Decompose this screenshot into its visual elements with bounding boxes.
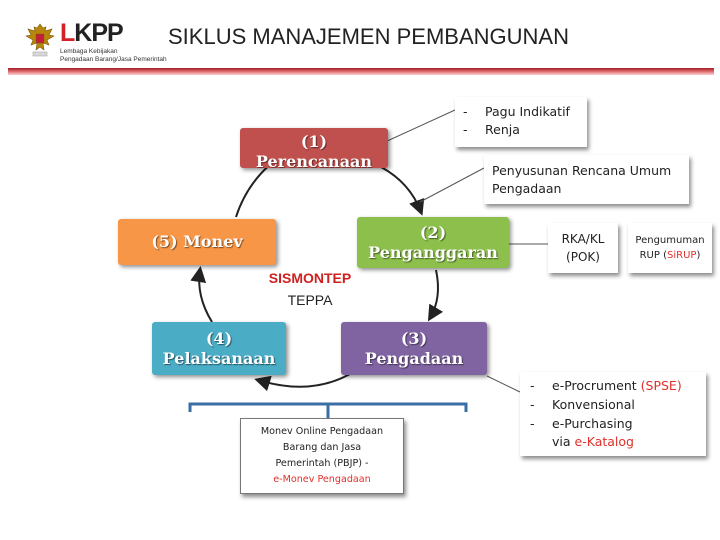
stage-monitoring-label: (5) Monev (151, 232, 243, 251)
callout-monev-system (240, 418, 404, 494)
callout-procurement-methods: - e-Procrument (SPSE) - Konvensional - e-Purchasing via e-Katalog (520, 372, 706, 456)
center-sub-label: TEPPA (287, 292, 333, 308)
stage-planning (240, 128, 388, 168)
connector-pagu-to-planning (385, 110, 455, 142)
callout-rka-pok (548, 223, 618, 273)
stage-procurement-number: (3) (400, 328, 428, 348)
arrow-budgeting-to-procurement (430, 270, 438, 318)
stage-procurement-label: Pengadaan (364, 348, 464, 368)
callout-rup-announcement (628, 223, 712, 273)
arrow-implementation-to-monitoring (199, 270, 212, 322)
arrow-procurement-to-implementation (258, 374, 350, 387)
monev-line1: Monev Online Pengadaan (260, 426, 384, 437)
monev-line3: Pemerintah (PBJP) - (275, 458, 369, 469)
stage-implementation-number: (4) (205, 328, 233, 348)
stage-budgeting (357, 217, 509, 268)
rka-line1: RKA/KL (561, 232, 605, 246)
stage-implementation-label: Pelaksanaan (162, 348, 276, 368)
connector-rup-to-planning (420, 168, 484, 202)
connector-proc-to-procurement (487, 376, 520, 392)
rup-line2: RUP (SiRUP) (639, 250, 701, 261)
rup-line1: Pengumuman (635, 235, 705, 246)
stage-procurement (341, 322, 487, 375)
stage-budgeting-number: (2) (419, 222, 447, 242)
callout-planning-inputs: - Pagu Indikatif - Renja (455, 97, 587, 147)
monev-line2: Barang dan Jasa (282, 442, 362, 453)
stage-planning-label: Perencanaan (255, 152, 373, 168)
page-title: SIKLUS MANAJEMEN PEMBANGUNAN (168, 24, 569, 49)
callout-procurement-plan: Penyusunan Rencana Umum Pengadaan (484, 155, 689, 204)
center-system-label: SISMONTEP (268, 270, 352, 286)
lkpp-brand-text: LKPP (60, 19, 123, 47)
logo-subtitle-line1: Lembaga Kebijakan (60, 48, 118, 55)
logo-subtitle-line2: Pengadaan Barang/Jasa Pemerintah (60, 56, 167, 63)
stage-planning-number: (1) (300, 132, 328, 151)
stage-monitoring (118, 219, 276, 265)
stage-implementation (152, 322, 286, 375)
rka-line2: (POK) (566, 250, 600, 264)
stage-budgeting-label: Penganggaran (368, 242, 498, 262)
monev-line4: e-Monev Pengadaan (273, 474, 371, 485)
